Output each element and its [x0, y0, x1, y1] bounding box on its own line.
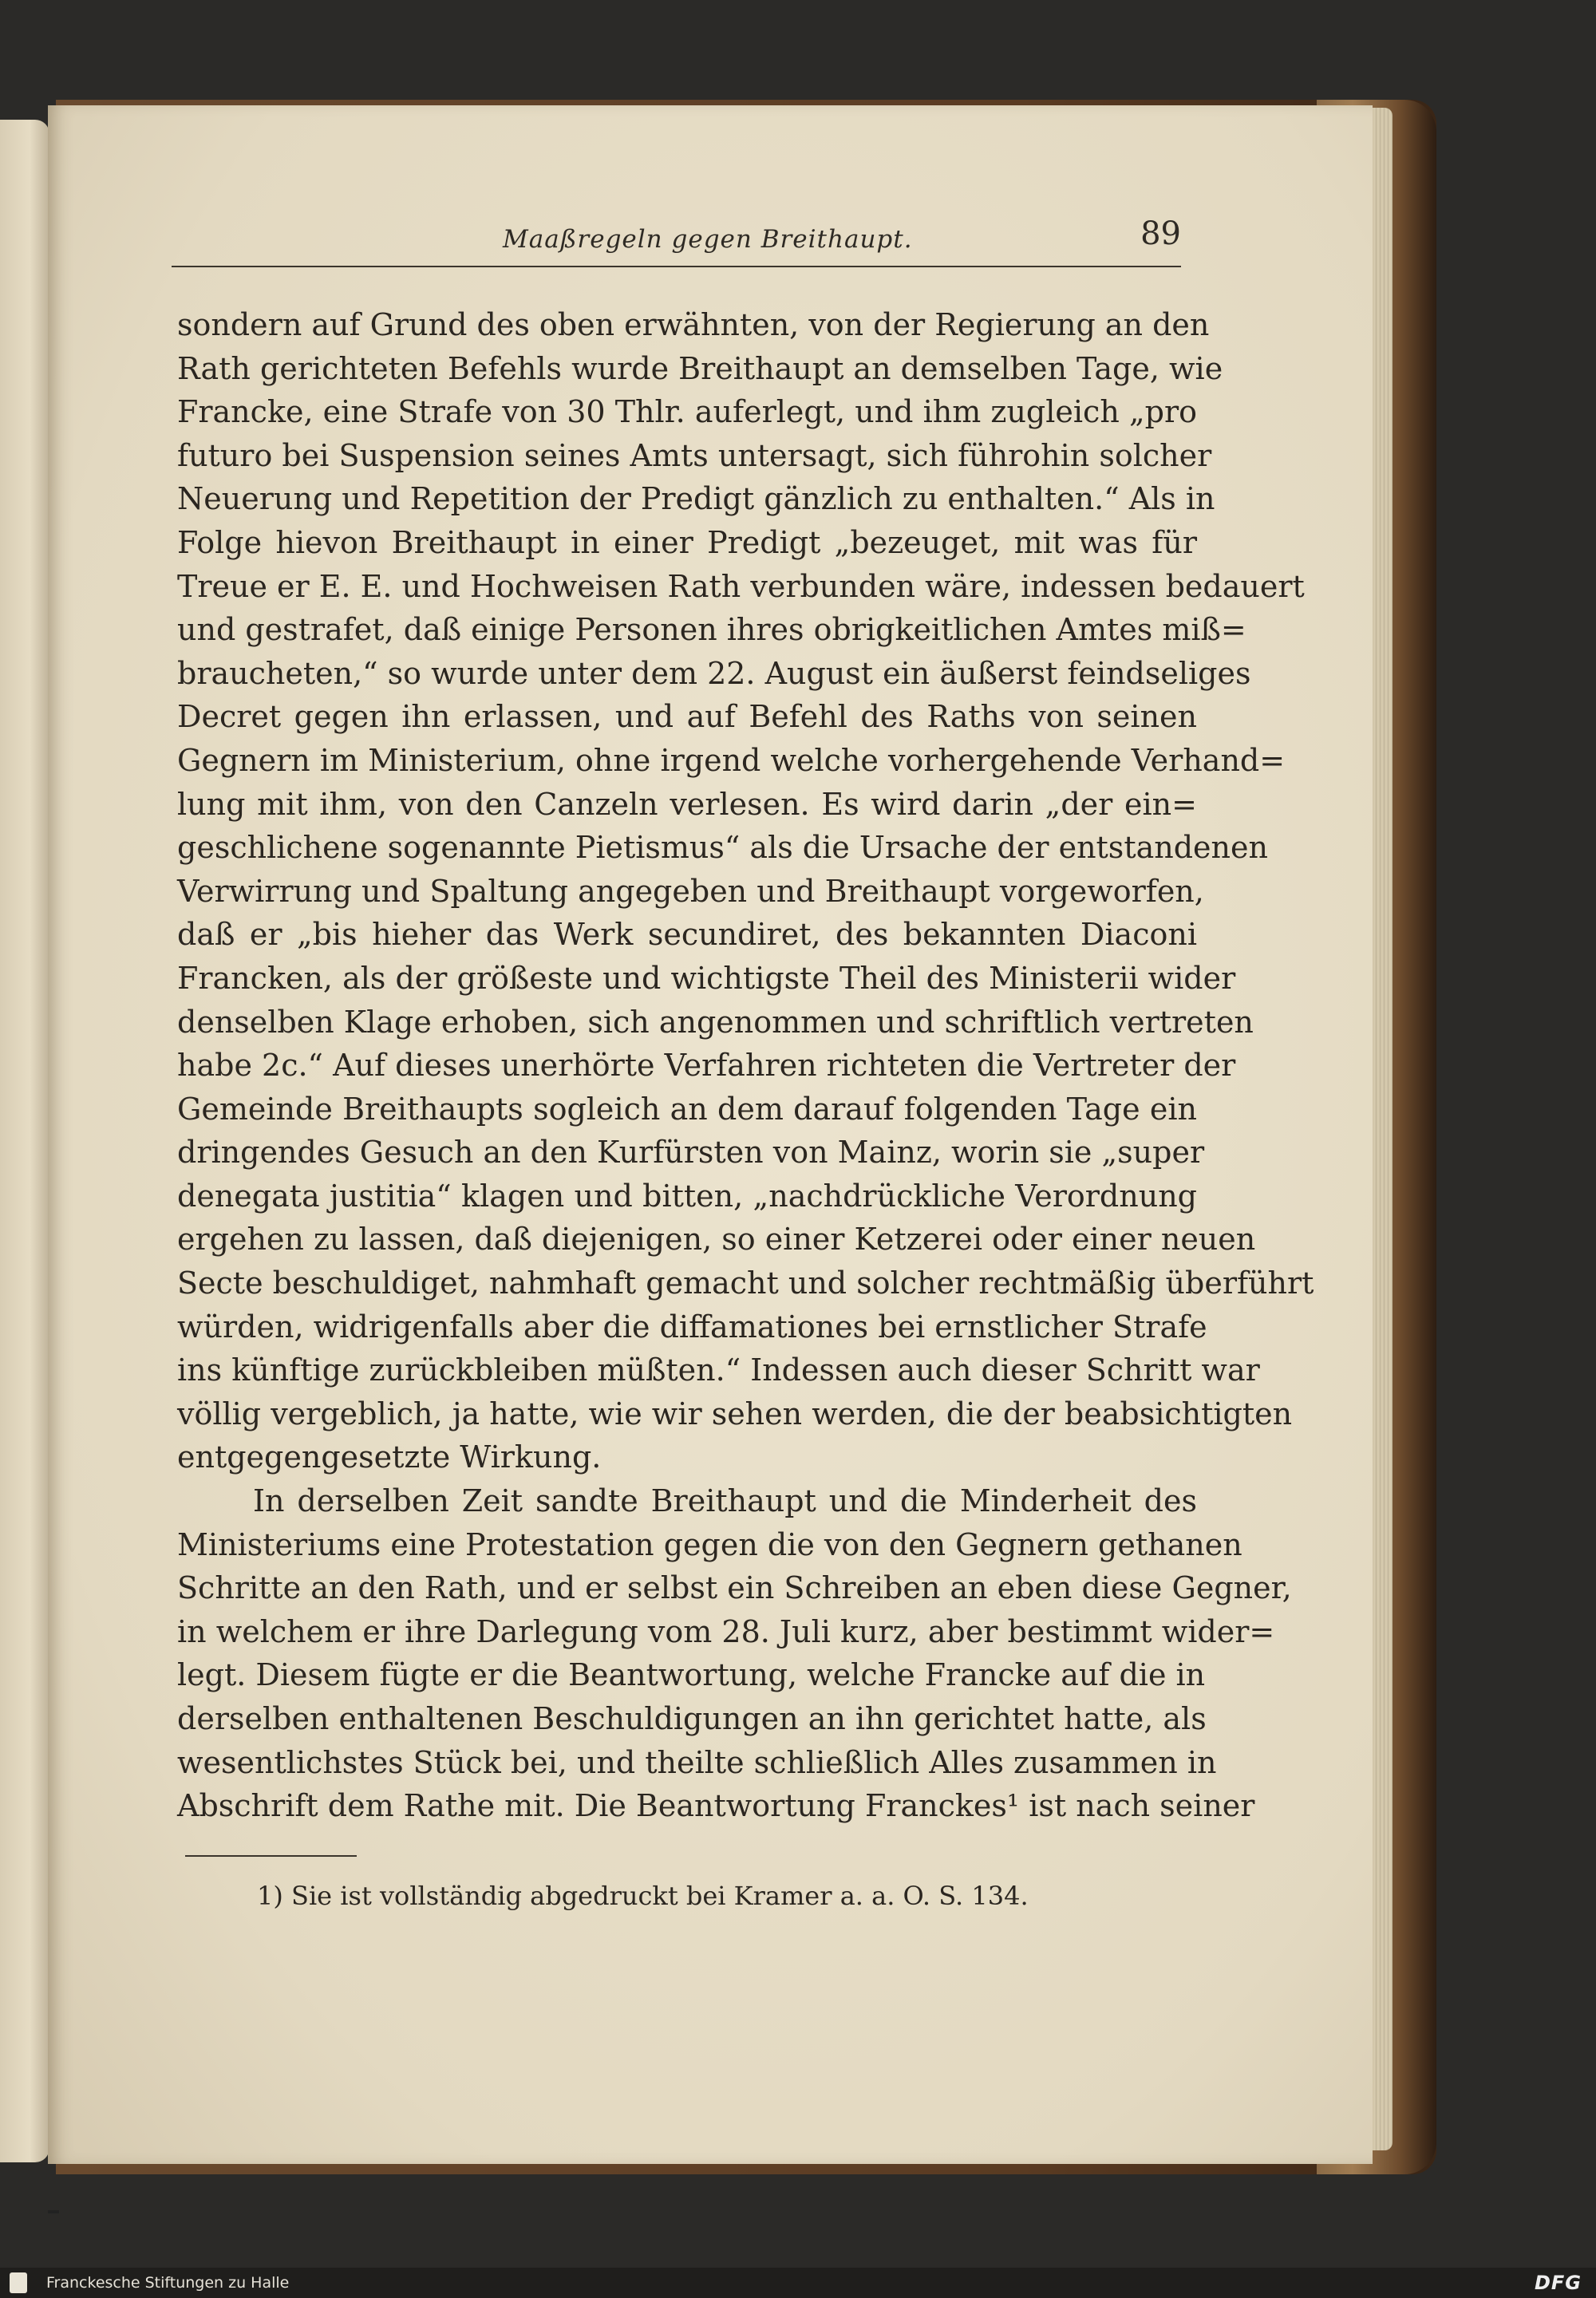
institution-logo-icon [10, 2272, 27, 2293]
footnote-rule [185, 1855, 357, 1857]
text-line: Francken, als der größeste und wichtigste Theil des Ministerii wider [177, 960, 1236, 996]
text-line: Gemeinde Breithaupts sogleich an dem darauf folgenden Tage ein [177, 1091, 1197, 1127]
running-head [172, 214, 1181, 270]
text-line: würden, widrigenfalls aber die diffamationes bei ernstlicher Strafe [177, 1309, 1207, 1344]
running-title: Maaßregeln gegen Breithaupt. [503, 225, 913, 254]
footnote: 1) Sie ist vollständig abgedruckt bei Kramer a. a. O. S. 134. [257, 1881, 1029, 1911]
text-line: futuro bei Suspension seines Amts untersagt, sich führohin solcher [177, 437, 1212, 473]
text-line: Francke, eine Strafe von 30 Thlr. auferlegt, und ihm zugleich „pro [177, 394, 1197, 430]
text-line: Schritte an den Rath, und er selbst ein Schreiben an eben diese Gegner, [177, 1570, 1292, 1606]
text-line: und gestrafet, daß einige Personen ihres obrigkeitlichen Amtes miß= [177, 612, 1246, 648]
text-line: ins künftige zurückbleiben müßten.“ Indessen auch dieser Schritt war [177, 1352, 1260, 1388]
text-line: habe 2c.“ Auf dieses unerhörte Verfahren richteten die Vertreter der [177, 1048, 1236, 1084]
text-line: daß er „bis hieher das Werk secundiret, des bekannten Diaconi [177, 917, 1197, 953]
text-line: Verwirrung und Spaltung angegeben und Breithaupt vorgeworfen, [177, 873, 1204, 909]
text-line: Gegnern im Ministerium, ohne irgend welche vorhergehende Verhand= [177, 742, 1286, 778]
text-line: Decret gegen ihn erlassen, und auf Befehl des Raths von seinen [177, 699, 1197, 735]
text-line: in welchem er ihre Darlegung vom 28. Juli kurz, aber bestimmt wider= [177, 1613, 1275, 1649]
text-line: völlig vergeblich, ja hatte, wie wir sehen werden, die der beabsichtigten [177, 1396, 1293, 1431]
text-line: Neuerung und Repetition der Predigt gänzlich zu enthalten.“ Als in [177, 481, 1215, 517]
text-line: In derselben Zeit sandte Breithaupt und die Minderheit des [253, 1483, 1197, 1519]
text-line: Rath gerichteten Befehls wurde Breithaupt an demselben Tage, wie [177, 350, 1223, 386]
text-line: legt. Diesem fügte er die Beantwortung, welche Francke auf die in [177, 1657, 1206, 1693]
left-page-edge [0, 120, 49, 2162]
text-line: denegata justitia“ klagen und bitten, „nachdrückliche Verordnung [177, 1178, 1197, 1214]
text-line: geschlichene sogenannte Pietismus“ als die Ursache der entstandenen [177, 830, 1268, 866]
text-line: denselben Klage erhoben, sich angenommen und schriftlich vertreten [177, 1004, 1254, 1040]
text-line: dringendes Gesuch an den Kurfürsten von Mainz, worin sie „super [177, 1135, 1205, 1171]
text-line: Abschrift dem Rathe mit. Die Beantwortung Franckes¹ ist nach seiner [177, 1788, 1255, 1824]
text-line: sondern auf Grund des oben erwähnten, von der Regierung an den [177, 307, 1210, 342]
margin-mark [48, 2210, 59, 2213]
text-line: derselben enthaltenen Beschuldigungen an ihn gerichtet hatte, als [177, 1701, 1207, 1736]
text-line: ergehen zu lassen, daß diejenigen, so einer Ketzerei oder einer neuen [177, 1222, 1256, 1258]
text-line: Ministeriums eine Protestation gegen die von den Gegnern gethanen [177, 1526, 1242, 1562]
header-rule [172, 266, 1181, 267]
institution-name: Franckesche Stiftungen zu Halle [46, 2274, 290, 2292]
page-number: 89 [1140, 215, 1181, 252]
bottom-bar [0, 2268, 1596, 2298]
text-line: Folge hievon Breithaupt in einer Predigt „bezeuget, mit was für [177, 524, 1197, 560]
text-line: Secte beschuldiget, nahmhaft gemacht und solcher rechtmäßig überführt [177, 1265, 1314, 1301]
dfg-logo: DFG [1534, 2272, 1582, 2294]
text-line: entgegengesetzte Wirkung. [177, 1439, 602, 1475]
text-line: wesentlichstes Stück bei, und theilte schließlich Alles zusammen in [177, 1744, 1217, 1780]
text-line: lung mit ihm, von den Canzeln verlesen. Es wird darin „der ein= [177, 786, 1197, 822]
body-text [177, 303, 1314, 1828]
text-line: Treue er E. E. und Hochweisen Rath verbunden wäre, indessen bedauert [177, 568, 1305, 604]
text-line: braucheten,“ so wurde unter dem 22. August ein äußerst feindseliges [177, 655, 1251, 691]
